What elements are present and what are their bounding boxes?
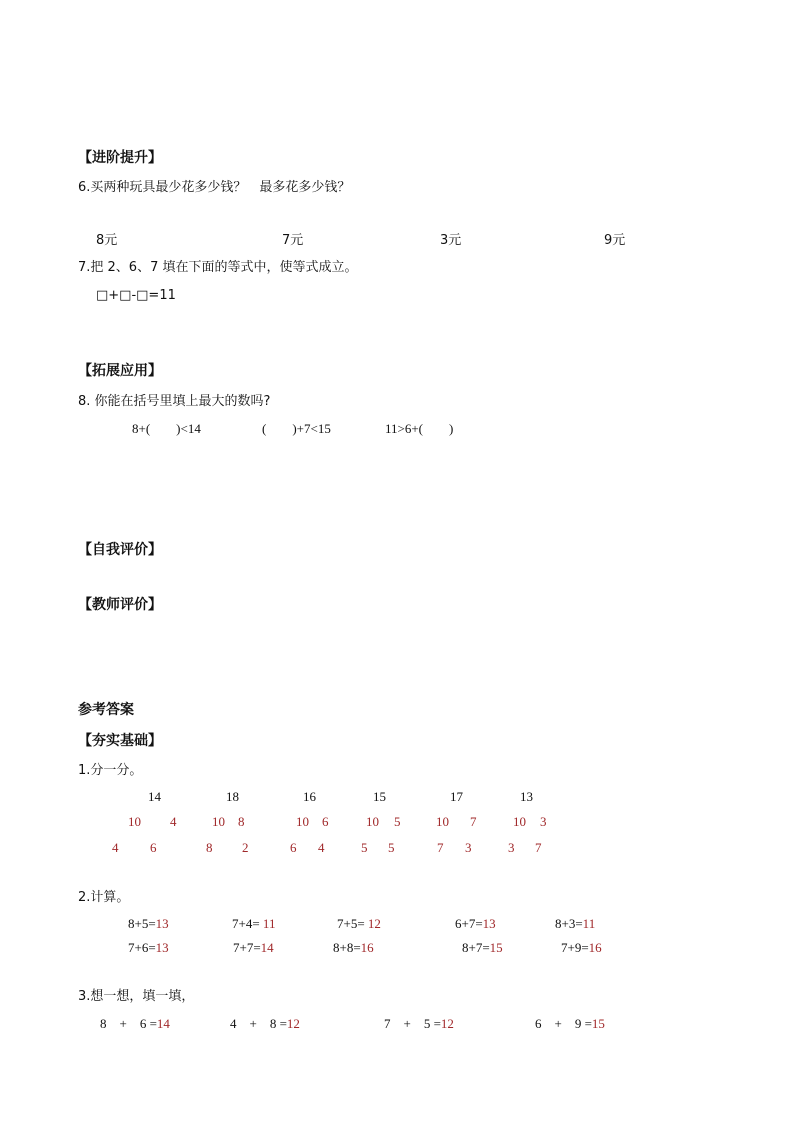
answer-2-item: 7+4= 11 [232,916,276,931]
answer-1-part: 10 [366,814,379,829]
section-heading-extension: 【拓展应用】 [78,363,162,379]
answer-1-part: 3 [508,840,515,855]
answer-3-title: 3.想一想，填一填， [78,989,195,1004]
answer-1-part: 8 [206,840,213,855]
answer-3-item: 4 + 8 =12 [230,1016,300,1031]
answer-1-total: 13 [520,789,533,804]
answer-2-item: 6+7=13 [455,916,496,931]
answer-1-total: 15 [373,789,386,804]
answer-1-part: 10 [128,814,141,829]
answer-1-total: 14 [148,789,161,804]
answer-1-part: 3 [540,814,547,829]
answer-1-part: 5 [361,840,368,855]
answer-1-part: 10 [436,814,449,829]
price-label: 8元 [96,233,118,248]
answer-1-part: 7 [535,840,542,855]
answer-1-part: 6 [322,814,329,829]
answer-2-item: 8+5=13 [128,916,169,931]
answer-1-part: 6 [290,840,297,855]
answer-2-item: 8+8=16 [333,940,374,955]
answer-1-part: 3 [465,840,472,855]
answer-3-item: 7 + 5 =12 [384,1016,454,1031]
answer-1-part: 2 [242,840,249,855]
question-7-equation: □+□-□=11 [96,288,176,303]
answer-1-part: 6 [150,840,157,855]
answer-2-item: 8+3=11 [555,916,596,931]
answer-1-part: 4 [112,840,119,855]
answer-1-part: 5 [388,840,395,855]
answers-title: 参考答案 [78,702,134,718]
answer-1-part: 7 [470,814,477,829]
price-label: 7元 [282,233,304,248]
answer-1-part: 7 [437,840,444,855]
answer-2-item: 7+9=16 [561,940,602,955]
section-heading-teacher-eval: 【教师评价】 [78,597,162,613]
answer-1-total: 17 [450,789,463,804]
section-heading-foundation: 【夯实基础】 [78,733,162,749]
price-label: 3元 [440,233,462,248]
answer-1-total: 18 [226,789,239,804]
answer-3-item: 8 + 6 =14 [100,1016,170,1031]
answer-3-item: 6 + 9 =15 [535,1016,605,1031]
question-8-item: ( )+7<15 [262,421,331,436]
answer-2-item: 7+7=14 [233,940,274,955]
question-8-text: 8. 你能在括号里填上最大的数吗? [78,394,271,409]
answer-2-item: 7+5= 12 [337,916,381,931]
section-heading-advanced: 【进阶提升】 [78,150,162,166]
answer-1-total: 16 [303,789,316,804]
answer-1-part: 4 [318,840,325,855]
answer-1-part: 5 [394,814,401,829]
answer-2-item: 7+6=13 [128,940,169,955]
question-7-text: 7.把 2、6、7 填在下面的等式中，使等式成立。 [78,260,358,275]
answer-1-part: 10 [212,814,225,829]
answer-2-title: 2.计算。 [78,890,130,905]
price-label: 9元 [604,233,626,248]
answer-1-part: 4 [170,814,177,829]
question-6-text: 6.买两种玩具最少花多少钱？ 最多花多少钱？ [78,180,351,195]
answer-1-part: 10 [513,814,526,829]
question-8-item: 11>6+( ) [385,421,454,436]
answer-1-part: 8 [238,814,245,829]
question-8-item: 8+( )<14 [132,421,201,436]
section-heading-self-eval: 【自我评价】 [78,542,162,558]
answer-1-part: 10 [296,814,309,829]
answer-2-item: 8+7=15 [462,940,503,955]
answer-1-title: 1.分一分。 [78,763,143,778]
